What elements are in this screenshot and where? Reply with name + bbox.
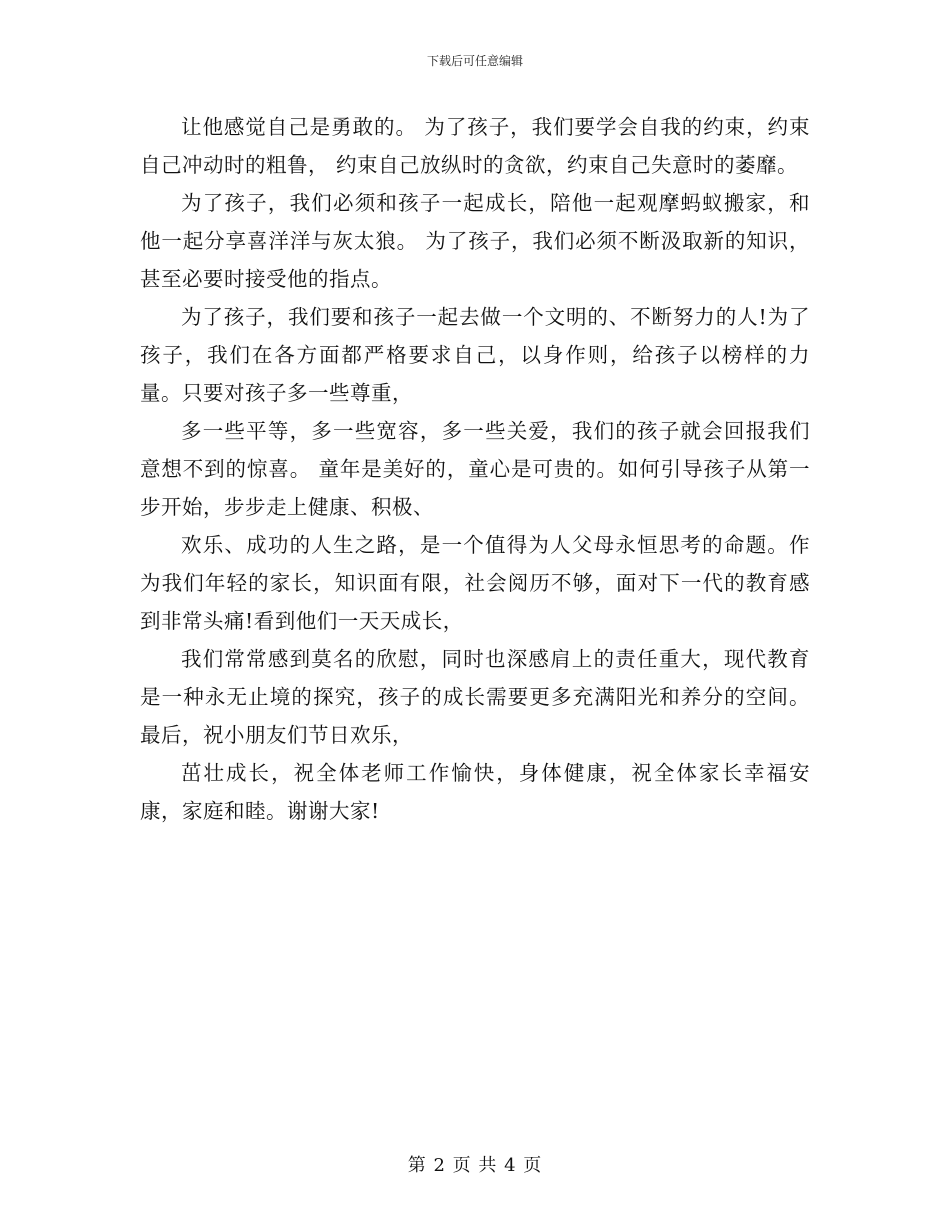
paragraph: 多一些平等，多一些宽容，多一些关爱，我们的孩子就会回报我们意想不到的惊喜。 童年是美好的，童心是可贵的。如何引导孩子从第一步开始，步步走上健康、积极、	[140, 419, 810, 519]
page-header: 下载后可任意编辑	[426, 54, 523, 68]
paragraph: 为了孩子，我们必须和孩子一起成长，陪他一起观摩蚂蚁搬家，和他一起分享喜洋洋与灰太狼。 为了孩子，我们必须不断汲取新的知识，甚至必要时接受他的指点。	[140, 191, 810, 291]
paragraph: 让他感觉自己是勇敢的。 为了孩子，我们要学会自我的约束，约束自己冲动时的粗鲁， 约束自己放纵时的贪欲，约束自己失意时的萎靡。	[140, 115, 810, 177]
document-body	[140, 108, 832, 830]
paragraph: 我们常常感到莫名的欣慰，同时也深感肩上的责任重大，现代教育是一种永无止境的探究，孩子的成长需要更多充满阳光和养分的空间。 最后，祝小朋友们节日欢乐，	[140, 647, 832, 747]
paragraph: 为了孩子，我们要和孩子一起去做一个文明的、不断努力的人!为了孩子，我们在各方面都严格要求自己，以身作则，给孩子以榜样的力量。只要对孩子多一些尊重，	[140, 305, 810, 405]
page-number-footer: 第 2 页 共 4 页	[407, 1155, 543, 1176]
paragraph: 茁壮成长，祝全体老师工作愉快，身体健康，祝全体家长幸福安康，家庭和睦。谢谢大家!	[140, 761, 810, 823]
paragraph: 欢乐、成功的人生之路，是一个值得为人父母永恒思考的命题。作为我们年轻的家长，知识面有限，社会阅历不够，面对下一代的教育感到非常头痛!看到他们一天天成长，	[140, 533, 810, 633]
